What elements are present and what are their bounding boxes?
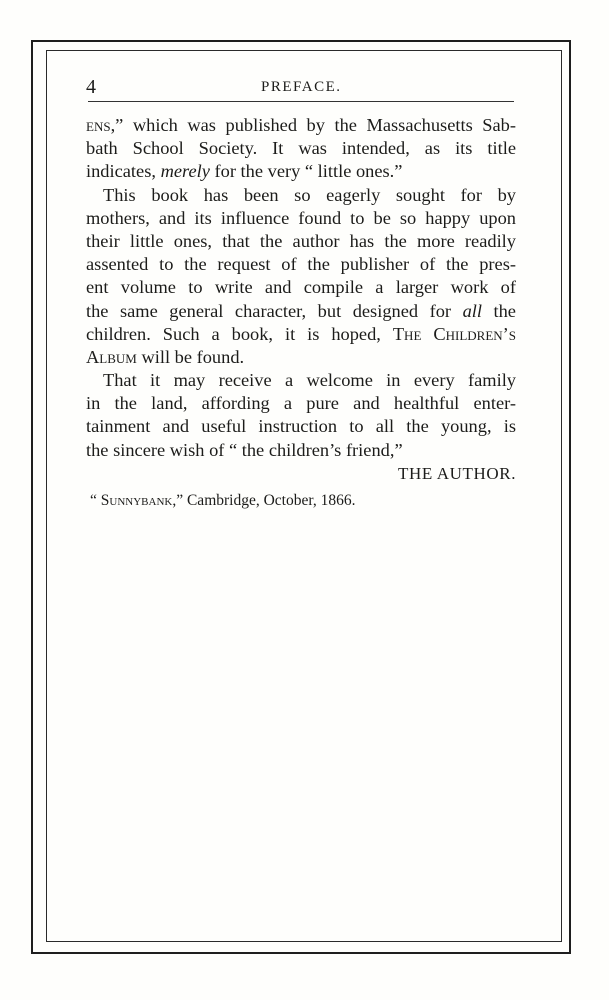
header-rule [88, 101, 514, 102]
page-number: 4 [86, 76, 96, 98]
text-line: children. Such a book, it is hoped, The Children’s [86, 323, 517, 344]
text-line: mothers, and its influence found to be so happy upon [86, 207, 516, 228]
signature: THE AUTHOR. [398, 464, 517, 483]
text-line: That it may receive a welcome in every family [103, 370, 516, 391]
text-line: ens,” which was published by the Massachusetts Sab- [86, 115, 516, 135]
text-line: their little ones, that the author has the more readily [86, 230, 516, 251]
book-title: Album [86, 346, 137, 367]
page-header [86, 76, 514, 100]
emphasis: all [462, 300, 482, 321]
book-title: The Children’s [392, 323, 517, 344]
text-line: in the land, affording a pure and healthful enter- [86, 393, 516, 414]
emphasis: merely [160, 161, 210, 182]
place-name: Sunnybank [100, 492, 173, 509]
text-line: Album will be found. [86, 346, 245, 367]
text-line: the sincere wish of “ the children’s friend,” [86, 439, 403, 460]
text-line: assented to the request of the publisher of the pres- [86, 254, 516, 275]
text-line: This book has been so eagerly sought for by [103, 184, 516, 205]
text-line: ent volume to write and compile a larger work of [86, 277, 516, 298]
preface-body [86, 114, 516, 462]
text-line: indicates, merely for the very “ little ones.” [86, 161, 403, 182]
text-line: the same general character, but designed for all the [86, 300, 516, 321]
text-line: tainment and useful instruction to all the young, is [86, 416, 516, 437]
text-line: bath School Society. It was intended, as its title [86, 138, 516, 159]
running-head: PREFACE. [261, 79, 342, 95]
dateline: “ Sunnybank,” Cambridge, October, 1866. [90, 492, 356, 509]
